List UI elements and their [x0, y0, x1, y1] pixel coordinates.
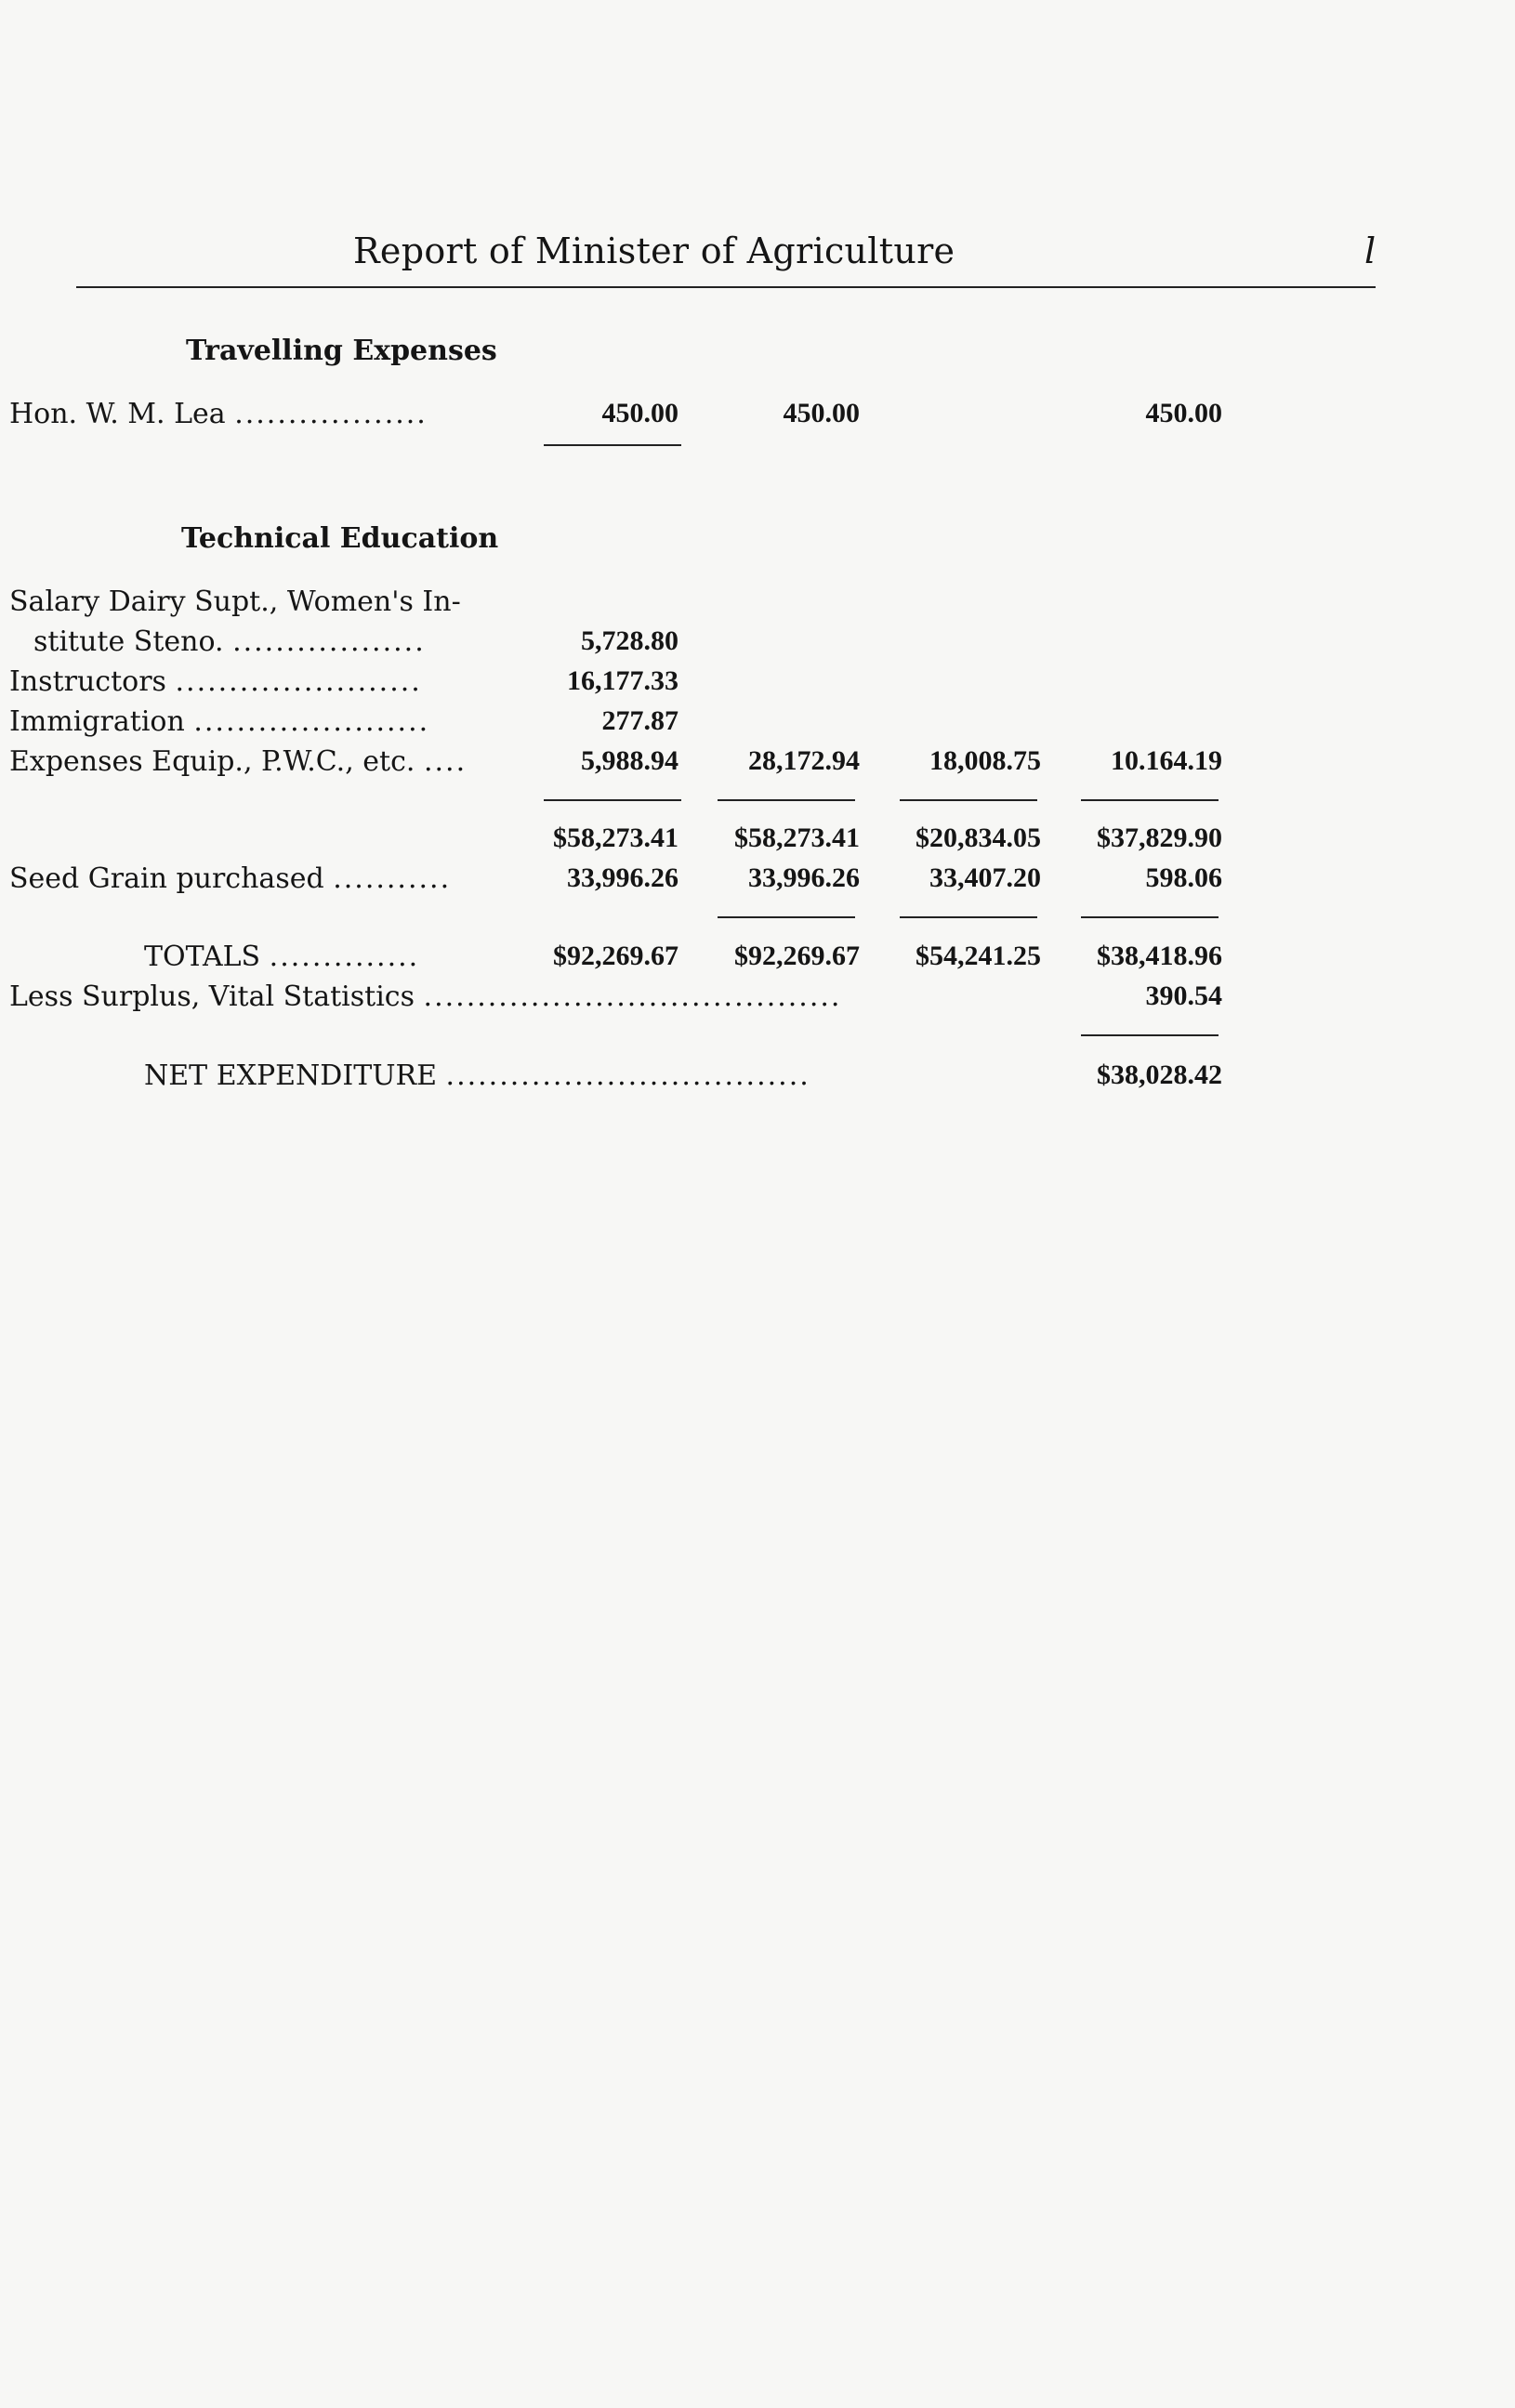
row-label-expenses: Expenses Equip., P.W.C., etc. .... [9, 745, 468, 778]
cell-seed-c1: 33,996.26 [567, 862, 678, 893]
cell-steno-c1: 5,728.80 [581, 625, 678, 656]
cell-totals-c3: $54,241.25 [916, 941, 1041, 971]
cell-seed-c2: 33,996.26 [748, 862, 860, 893]
cell-seed-c3: 33,407.20 [929, 862, 1041, 893]
row-label-net-expenditure: NET EXPENDITURE .................................. [144, 1059, 810, 1092]
rule-sub-c4 [1081, 799, 1219, 801]
cell-less-surplus-c4: 390.54 [1145, 980, 1222, 1011]
rule-lea-c1 [544, 444, 681, 446]
row-label-immigration: Immigration ...................... [9, 705, 430, 738]
page-number: l [1364, 230, 1377, 271]
cell-lea-c2: 450.00 [783, 398, 860, 428]
cell-lea-c4: 450.00 [1145, 398, 1222, 428]
cell-totals-c4: $38,418.96 [1097, 941, 1222, 971]
cell-expenses-c1: 5,988.94 [581, 745, 678, 776]
rule-seed-c2 [718, 916, 855, 918]
cell-immigration-c1: 277.87 [601, 705, 678, 736]
cell-expenses-c4: 10.164.19 [1111, 745, 1222, 776]
cell-net-expenditure-c4: $38,028.42 [1097, 1059, 1222, 1090]
cell-subtotal-c4: $37,829.90 [1097, 822, 1222, 853]
rule-seed-c3 [900, 916, 1037, 918]
row-label-salary: Salary Dairy Supt., Women's In- [9, 586, 461, 618]
cell-totals-c2: $92,269.67 [734, 941, 860, 971]
cell-totals-c1: $92,269.67 [553, 941, 678, 971]
row-label-seed-grain: Seed Grain purchased ........... [9, 862, 452, 895]
rule-seed-c4 [1081, 916, 1219, 918]
cell-expenses-c2: 28,172.94 [748, 745, 860, 776]
row-label-lea: Hon. W. M. Lea .................. [9, 398, 428, 430]
cell-expenses-c3: 18,008.75 [929, 745, 1041, 776]
row-label-instructors: Instructors ....................... [9, 665, 422, 698]
page-title: Report of Minister of Agriculture [353, 230, 955, 271]
cell-seed-c4: 598.06 [1145, 862, 1222, 893]
section-heading-technical: Technical Education [181, 522, 499, 555]
cell-subtotal-c2: $58,273.41 [734, 822, 860, 853]
rule-sub-c1 [544, 799, 681, 801]
row-label-less-surplus: Less Surplus, Vital Statistics ....................................... [9, 980, 842, 1013]
cell-subtotal-c1: $58,273.41 [553, 822, 678, 853]
cell-subtotal-c3: $20,834.05 [916, 822, 1041, 853]
cell-instructors-c1: 16,177.33 [567, 665, 678, 696]
row-label-totals: TOTALS .............. [144, 941, 420, 973]
section-heading-travelling: Travelling Expenses [186, 335, 497, 367]
rule-sub-c2 [718, 799, 855, 801]
rule-sub-c3 [900, 799, 1037, 801]
cell-lea-c1: 450.00 [601, 398, 678, 428]
header-rule [76, 286, 1376, 288]
row-label-steno: stitute Steno. .................. [33, 625, 426, 658]
rule-net-c4 [1081, 1034, 1219, 1036]
